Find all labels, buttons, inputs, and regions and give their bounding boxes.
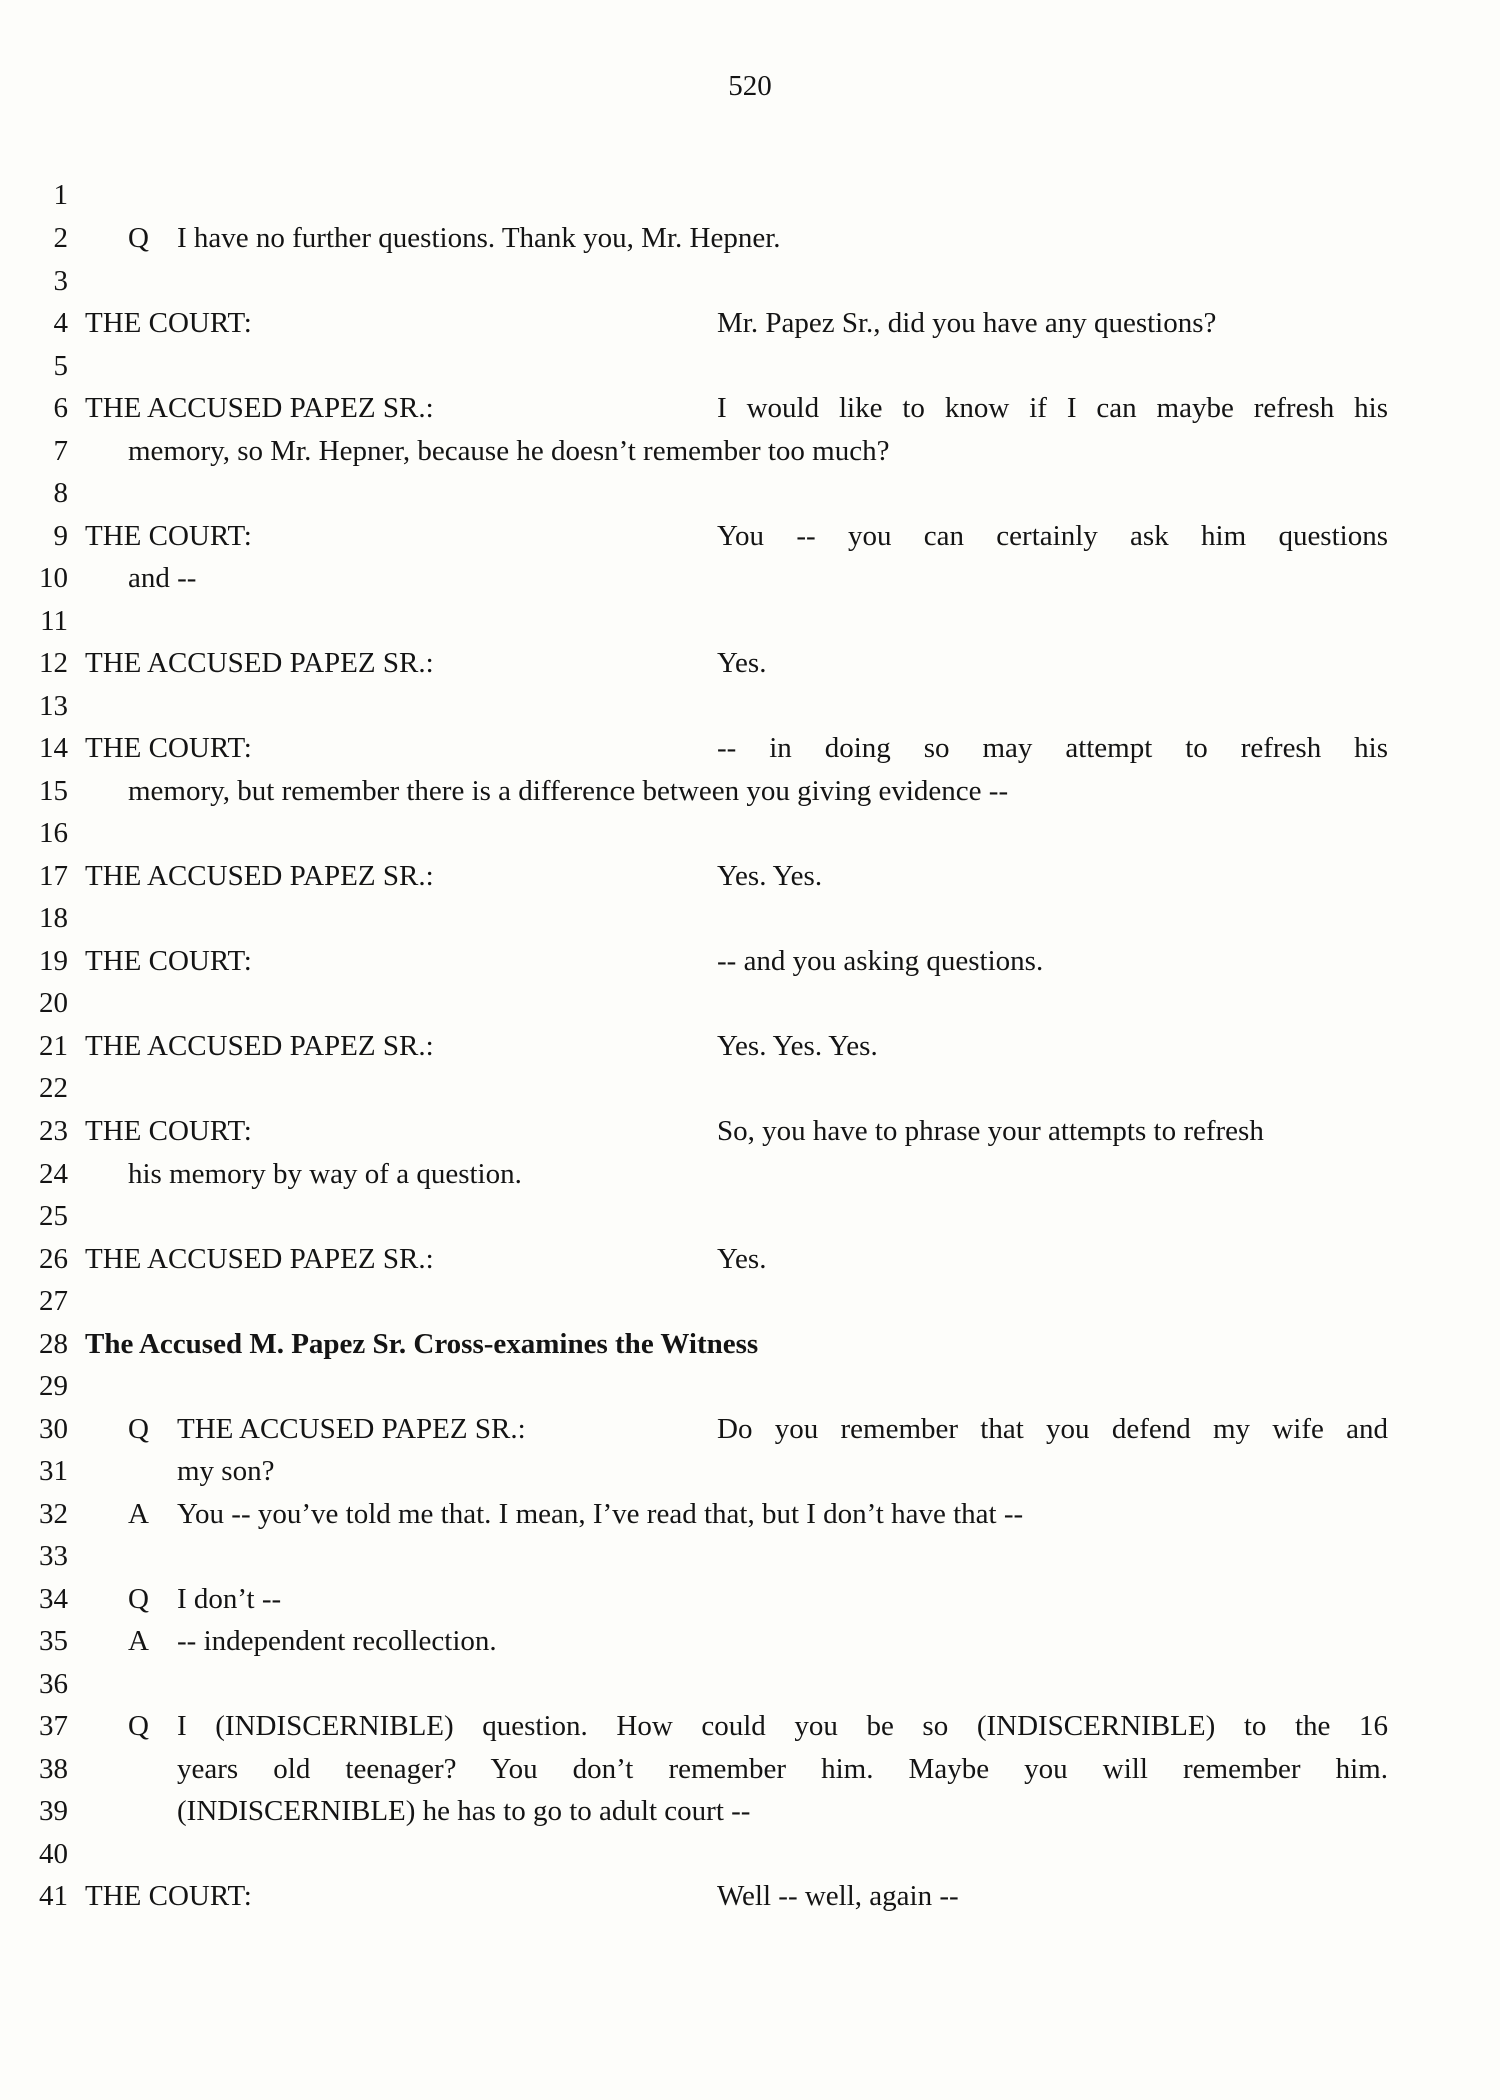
- line-number: 9: [53, 520, 68, 552]
- question-text: I (INDISCERNIBLE) question. How could you be so (INDISCERNIBLE) to the 16: [177, 1710, 1388, 1742]
- speaker-label: THE ACCUSED PAPEZ SR.:: [85, 1030, 434, 1062]
- line-number: 35: [39, 1625, 68, 1657]
- transcript-line: [0, 600, 1500, 642]
- line-number: 2: [53, 222, 68, 254]
- speech-continuation: and --: [128, 562, 197, 594]
- speech-continuation: his memory by way of a question.: [128, 1158, 522, 1190]
- speaker-label: THE COURT:: [85, 307, 252, 339]
- transcript-line: [0, 1238, 1500, 1280]
- speaker-label: THE ACCUSED PAPEZ SR.:: [85, 1243, 434, 1275]
- page-number: 520: [728, 70, 772, 102]
- line-number: 24: [39, 1158, 68, 1190]
- transcript-line: [0, 1620, 1500, 1662]
- line-number: 17: [39, 860, 68, 892]
- question-text: I don’t --: [177, 1583, 282, 1615]
- question-label: Q: [128, 1710, 149, 1742]
- speech-continuation: memory, so Mr. Hepner, because he doesn’t remember too much?: [128, 435, 890, 467]
- answer-label: A: [128, 1625, 149, 1657]
- speech-text: Yes. Yes.: [717, 860, 823, 892]
- line-number: 14: [39, 732, 68, 764]
- transcript-line: [0, 387, 1500, 429]
- transcript-line: [0, 1408, 1500, 1450]
- question-continuation: (INDISCERNIBLE) he has to go to adult court --: [177, 1795, 751, 1827]
- answer-label: A: [128, 1498, 149, 1530]
- line-number: 37: [39, 1710, 68, 1742]
- speaker-label: THE COURT:: [85, 1115, 252, 1147]
- speech-continuation: my son?: [177, 1455, 275, 1487]
- transcript-line: [0, 1153, 1500, 1195]
- transcript-line: [0, 217, 1500, 259]
- line-number: 21: [39, 1030, 68, 1062]
- line-number: 12: [39, 647, 68, 679]
- line-number: 31: [39, 1455, 68, 1487]
- transcript-line: [0, 685, 1500, 727]
- line-number: 34: [39, 1583, 68, 1615]
- speech-text: Yes.: [717, 1243, 767, 1275]
- line-number: 36: [39, 1668, 68, 1700]
- transcript-line: [0, 260, 1500, 302]
- transcript-line: [0, 515, 1500, 557]
- speaker-label: THE COURT:: [85, 732, 252, 764]
- transcript-line: [0, 1493, 1500, 1535]
- transcript-line: [0, 1025, 1500, 1067]
- transcript-line: [0, 855, 1500, 897]
- transcript-line: [0, 897, 1500, 939]
- speaker-label: THE ACCUSED PAPEZ SR.:: [177, 1413, 526, 1445]
- transcript-line: [0, 1535, 1500, 1577]
- speech-text: Yes. Yes. Yes.: [717, 1030, 878, 1062]
- speech-text: I would like to know if I can maybe refresh his: [717, 392, 1388, 424]
- transcript-line: [0, 1195, 1500, 1237]
- line-number: 23: [39, 1115, 68, 1147]
- transcript-line: [0, 1748, 1500, 1790]
- line-number: 40: [39, 1838, 68, 1870]
- transcript-line: [0, 1110, 1500, 1152]
- transcript-line: [0, 1450, 1500, 1492]
- speech-text: -- in doing so may attempt to refresh his: [717, 732, 1388, 764]
- line-number: 25: [39, 1200, 68, 1232]
- line-number: 1: [53, 179, 68, 211]
- transcript-line: [0, 770, 1500, 812]
- speaker-label: THE COURT:: [85, 945, 252, 977]
- transcript-line: [0, 302, 1500, 344]
- transcript-line: [0, 1875, 1500, 1917]
- transcript-line: [0, 1663, 1500, 1705]
- line-number: 39: [39, 1795, 68, 1827]
- line-number: 8: [53, 477, 68, 509]
- question-label: Q: [128, 1413, 149, 1445]
- transcript-line: [0, 1833, 1500, 1875]
- question-text: I have no further questions. Thank you, Mr. Hepner.: [177, 222, 781, 254]
- line-number: 20: [39, 987, 68, 1019]
- transcript-line: [0, 1578, 1500, 1620]
- line-number: 15: [39, 775, 68, 807]
- speaker-label: THE ACCUSED PAPEZ SR.:: [85, 647, 434, 679]
- line-number: 29: [39, 1370, 68, 1402]
- speaker-label: THE COURT:: [85, 520, 252, 552]
- line-number: 6: [53, 392, 68, 424]
- transcript-line: [0, 557, 1500, 599]
- answer-text: -- independent recollection.: [177, 1625, 497, 1657]
- line-number: 28: [39, 1328, 68, 1360]
- transcript-line: [0, 174, 1500, 216]
- transcript-line: [0, 727, 1500, 769]
- line-number: 4: [53, 307, 68, 339]
- speech-text: You -- you can certainly ask him questions: [717, 520, 1388, 552]
- speech-text: Well -- well, again --: [717, 1880, 959, 1912]
- line-number: 11: [40, 605, 68, 637]
- transcript-line: [0, 1323, 1500, 1365]
- section-heading: The Accused M. Papez Sr. Cross-examines the Witness: [85, 1328, 759, 1360]
- transcript-line: [0, 940, 1500, 982]
- line-number: 22: [39, 1072, 68, 1104]
- transcript-line: [0, 1067, 1500, 1109]
- line-number: 7: [53, 435, 68, 467]
- line-number: 3: [53, 265, 68, 297]
- speech-text: So, you have to phrase your attempts to refresh: [717, 1115, 1264, 1147]
- transcript-line: [0, 1280, 1500, 1322]
- transcript-line: [0, 430, 1500, 472]
- transcript-line: [0, 472, 1500, 514]
- transcript-line: [0, 982, 1500, 1024]
- line-number: 32: [39, 1498, 68, 1530]
- line-number: 41: [39, 1880, 68, 1912]
- transcript-line: [0, 1790, 1500, 1832]
- transcript-line: [0, 1365, 1500, 1407]
- speech-text: Mr. Papez Sr., did you have any questions?: [717, 307, 1217, 339]
- question-continuation: years old teenager? You don’t remember him. Maybe you will remember him.: [177, 1753, 1388, 1785]
- line-number: 16: [39, 817, 68, 849]
- question-label: Q: [128, 222, 149, 254]
- transcript-line: [0, 812, 1500, 854]
- line-number: 18: [39, 902, 68, 934]
- line-number: 19: [39, 945, 68, 977]
- speech-text: Yes.: [717, 647, 767, 679]
- line-number: 13: [39, 690, 68, 722]
- line-number: 38: [39, 1753, 68, 1785]
- transcript-line: [0, 1705, 1500, 1747]
- question-label: Q: [128, 1583, 149, 1615]
- line-number: 10: [39, 562, 68, 594]
- speaker-label: THE COURT:: [85, 1880, 252, 1912]
- transcript-line: [0, 345, 1500, 387]
- line-number: 27: [39, 1285, 68, 1317]
- speaker-label: THE ACCUSED PAPEZ SR.:: [85, 860, 434, 892]
- speech-text: -- and you asking questions.: [717, 945, 1044, 977]
- speech-continuation: memory, but remember there is a difference between you giving evidence --: [128, 775, 1009, 807]
- speech-text: Do you remember that you defend my wife and: [717, 1413, 1388, 1445]
- transcript-line: [0, 642, 1500, 684]
- line-number: 33: [39, 1540, 68, 1572]
- line-number: 30: [39, 1413, 68, 1445]
- speaker-label: THE ACCUSED PAPEZ SR.:: [85, 392, 434, 424]
- answer-text: You -- you’ve told me that. I mean, I’ve read that, but I don’t have that --: [177, 1498, 1024, 1530]
- line-number: 5: [53, 350, 68, 382]
- line-number: 26: [39, 1243, 68, 1275]
